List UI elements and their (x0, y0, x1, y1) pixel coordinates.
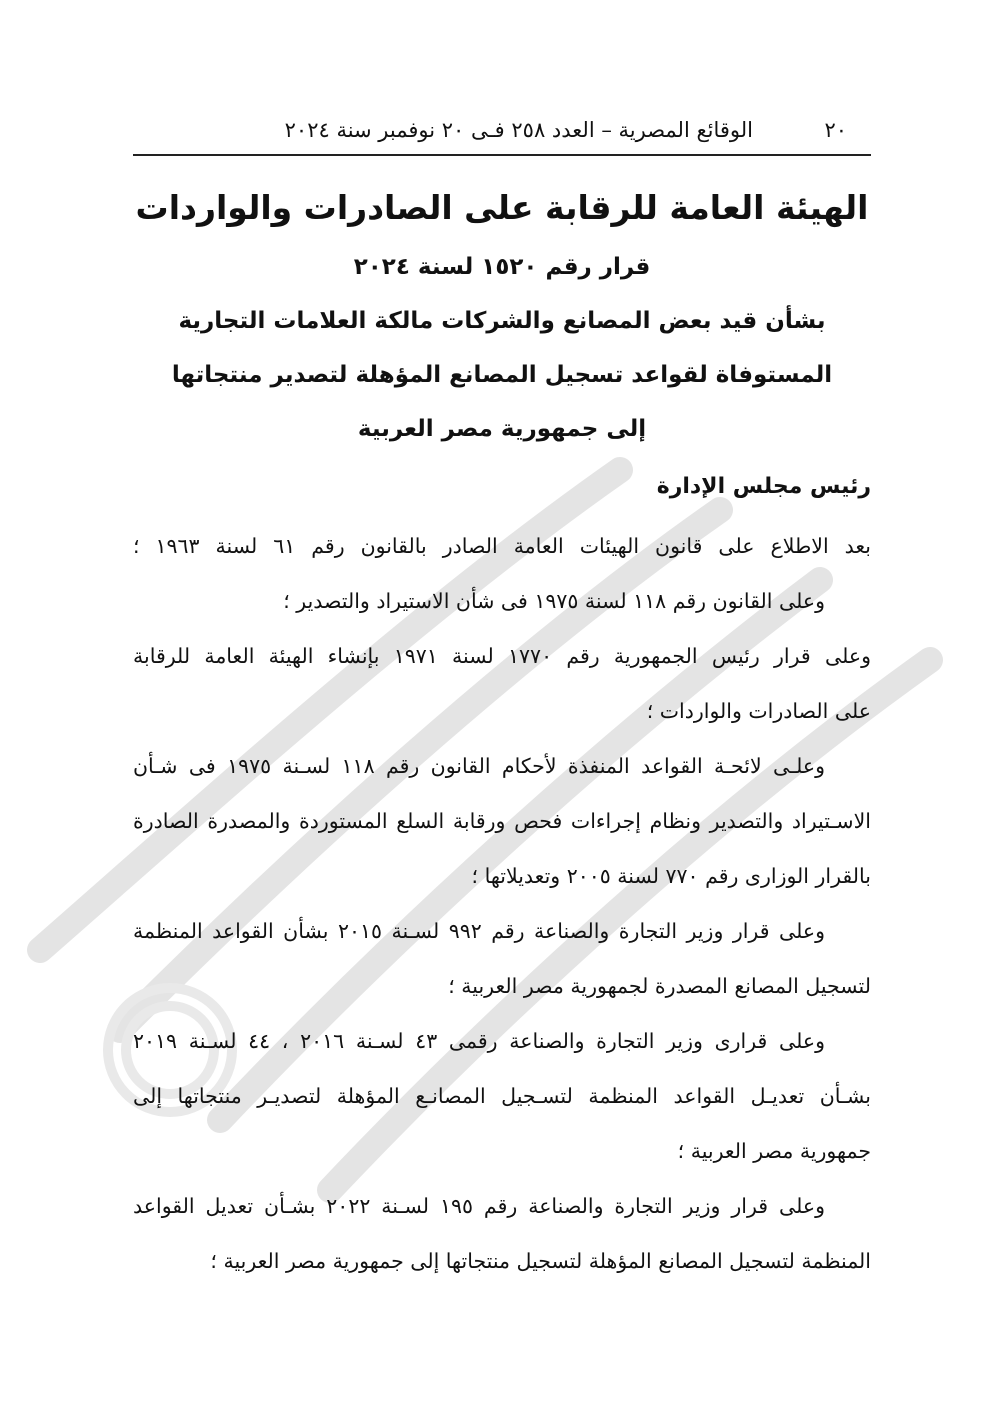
gazette-issue-line: الوقائع المصرية – العدد ٢٥٨ فـى ٢٠ نوفمبر سنة ٢٠٢٤ (284, 118, 753, 142)
authority-title: الهيئة العامة للرقابة على الصادرات والواردات (135, 188, 869, 227)
body-line: بشـأن تعديـل القواعد المنظمة لتسـجيل المصانـع المؤهلة لتصديـر منتجاتها إلى (133, 1084, 871, 1108)
body-line: الاسـتيراد والتصدير ونظام إجراءات فحص ورقابة السلع المستوردة والمصدرة الصادرة (133, 809, 871, 833)
decree-subject-line: بشأن قيد بعض المصانع والشركات مالكة العلامات التجارية (178, 308, 826, 334)
header-divider (133, 154, 871, 156)
body-line: المنظمة لتسجيل المصانع المؤهلة لتسجيل منتجاتها إلى جمهورية مصر العربية ؛ (210, 1249, 871, 1273)
body-line: وعلى قرار رئيس الجمهورية رقم ١٧٧٠ لسنة ١٩٧١ بإنشاء الهيئة العامة للرقابة (133, 644, 871, 668)
body-line: وعلى قرار وزير التجارة والصناعة رقم ٩٩٢ لسـنة ٢٠١٥ بشأن القواعد المنظمة (133, 919, 826, 943)
decree-subject-line: إلى جمهورية مصر العربية (357, 416, 647, 442)
body-line: وعلى قرار وزير التجارة والصناعة رقم ١٩٥ لسـنة ٢٠٢٢ بشـأن تعديل القواعد (133, 1194, 825, 1218)
running-header (133, 112, 871, 152)
body-line: بالقرار الوزارى رقم ٧٧٠ لسنة ٢٠٠٥ وتعديلاتها ؛ (471, 864, 871, 888)
body-line: وعلى قرارى وزير التجارة والصناعة رقمى ٤٣ لسـنة ٢٠١٦ ، ٤٤ لسـنة ٢٠١٩ (133, 1029, 826, 1053)
body-line: جمهورية مصر العربية ؛ (677, 1139, 871, 1163)
body-line: على الصادرات والواردات ؛ (646, 699, 871, 723)
decree-subject-line: المستوفاة لقواعد تسجيل المصانع المؤهلة لتصدير منتجاتها (171, 362, 833, 388)
body-line: لتسجيل المصانع المصدرة لجمهورية مصر العربية ؛ (448, 974, 871, 998)
body-line: وعلـى لائحـة القواعد المنفذة لأحكام القانون رقم ١١٨ لسـنة ١٩٧٥ فى شـأن (133, 754, 825, 778)
body-line: وعلى القانون رقم ١١٨ لسنة ١٩٧٥ فى شأن الاستيراد والتصدير ؛ (283, 589, 825, 613)
president-heading: رئيس مجلس الإدارة (656, 474, 871, 499)
body-line: بعد الاطلاع على قانون الهيئات العامة الصادر بالقانون رقم ٦١ لسنة ١٩٦٣ ؛ (133, 534, 871, 558)
decree-number: قرار رقم ١٥٢٠ لسنة ٢٠٢٤ (353, 254, 651, 280)
page-number: ٢٠ (824, 118, 847, 142)
